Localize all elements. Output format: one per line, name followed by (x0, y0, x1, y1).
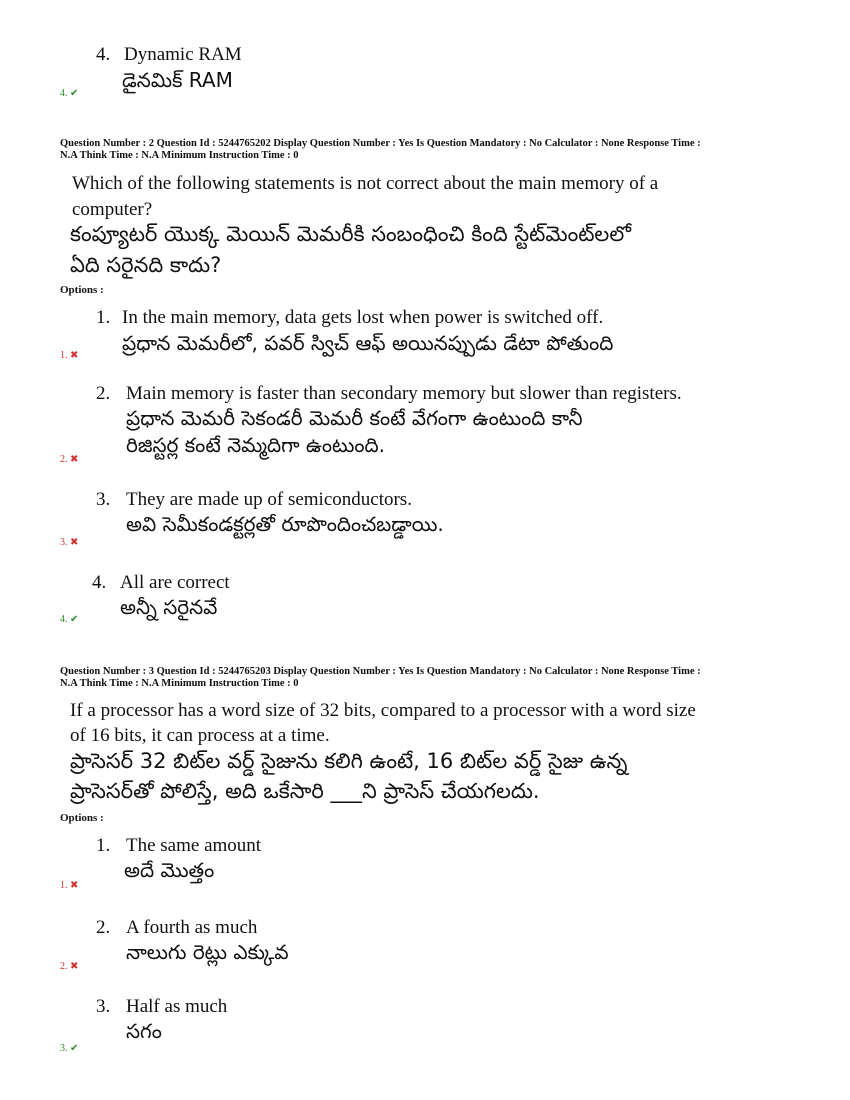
option-text-en: The same amount (126, 835, 262, 856)
option-text-en: A fourth as much (126, 917, 258, 938)
cross-icon: ✖ (70, 350, 79, 361)
option-number: 2. (96, 383, 111, 404)
option-text-te: అన్నీ సరైనవే (120, 595, 218, 619)
option-text-te: నాలుగు రెట్లు ఎక్కువ (126, 940, 289, 964)
mark-number: 3. (60, 537, 68, 548)
option-number: 4. (92, 572, 107, 593)
option-number: 3. (96, 996, 111, 1017)
option-mark (60, 614, 78, 625)
question-meta (60, 138, 800, 162)
question-meta (60, 666, 800, 690)
mark-number: 1. (60, 350, 68, 361)
question-meta-line: Question Number : 2 Question Id : 5244765202 Display Question Number : Yes Is Question Mandatory : No Calculator : None Response Time : (60, 138, 701, 149)
mark-number: 2. (60, 454, 68, 465)
mark-number: 3. (60, 1043, 68, 1054)
option-mark (60, 454, 78, 465)
option-text-en: They are made up of semiconductors. (126, 489, 412, 510)
question-meta-line: N.A Think Time : N.A Minimum Instruction Time : 0 (60, 150, 299, 161)
cross-icon: ✖ (70, 454, 79, 465)
option-text-en: Dynamic RAM (124, 44, 242, 65)
option-text-en: Main memory is faster than secondary memory but slower than registers. (126, 383, 682, 404)
question-text-en: of 16 bits, it can process at a time. (70, 725, 330, 746)
cross-icon: ✖ (70, 537, 79, 548)
option-mark (60, 961, 78, 972)
check-icon: ✔ (70, 88, 79, 99)
question-text-en: Which of the following statements is not correct about the main memory of a (72, 173, 659, 194)
option-text-te: రిజిస్టర్ల కంటే నెమ్మదిగా ఉంటుంది. (126, 433, 385, 457)
mark-number: 1. (60, 880, 68, 891)
question-text-en: If a processor has a word size of 32 bits, compared to a processor with a word size (70, 700, 696, 721)
question-meta-line: N.A Think Time : N.A Minimum Instruction Time : 0 (60, 678, 299, 689)
cross-icon: ✖ (70, 961, 79, 972)
check-icon: ✔ (70, 1043, 79, 1054)
mark-number: 4. (60, 88, 68, 99)
option-mark (60, 350, 78, 361)
option-number: 1. (96, 835, 111, 856)
cross-icon: ✖ (70, 880, 79, 891)
question-text-te: ఏది సరైనది కాదు? (70, 253, 222, 277)
option-number: 3. (96, 489, 111, 510)
option-text-te: సగం (126, 1019, 162, 1043)
option-text-te: డైనమిక్ RAM (122, 68, 233, 92)
option-text-en: All are correct (120, 572, 230, 593)
option-number: 4. (96, 44, 111, 65)
options-label: Options : (60, 284, 104, 296)
option-number: 2. (96, 917, 111, 938)
question-meta-line: Question Number : 3 Question Id : 5244765203 Display Question Number : Yes Is Question Mandatory : No Calculator : None Response Time : (60, 666, 701, 677)
check-icon: ✔ (70, 614, 79, 625)
option-mark (60, 1043, 78, 1054)
option-mark (60, 88, 78, 99)
option-text-en: In the main memory, data gets lost when power is switched off. (122, 307, 604, 328)
question-text-te: ప్రాసెసర్‌తో పోలిస్తే, అది ఒకేసారి ___ని ప్రాసెస్ చేయగలదు. (70, 779, 540, 803)
option-text-en: Half as much (126, 996, 228, 1017)
question-text-te: కంప్యూటర్ యొక్క మెయిన్ మెమరీకి సంబంధించి కింది స్టేట్‌మెంట్‌లలో (70, 222, 631, 246)
option-text-te: ప్రధాన మెమరీలో, పవర్ స్విచ్ ఆఫ్ అయినప్పుడు డేటా పోతుంది (122, 331, 614, 355)
mark-number: 4. (60, 614, 68, 625)
option-mark (60, 537, 78, 548)
option-mark (60, 880, 78, 891)
option-text-te: అవి సెమీకండక్టర్లతో రూపొందించబడ్డాయి. (126, 512, 444, 536)
question-text-en: computer? (72, 199, 153, 220)
option-number: 1. (96, 307, 111, 328)
question-text-te: ప్రాసెసర్ 32 బిట్‌ల వర్డ్ సైజును కలిగి ఉంటే, 16 బిట్‌ల వర్డ్ సైజు ఉన్న (70, 749, 628, 773)
options-label: Options : (60, 812, 104, 824)
option-text-te: ప్రధాన మెమరీ సెకండరీ మెమరీ కంటే వేగంగా ఉంటుంది కానీ (126, 406, 583, 430)
option-text-te: అదే మొత్తం (124, 858, 215, 882)
mark-number: 2. (60, 961, 68, 972)
